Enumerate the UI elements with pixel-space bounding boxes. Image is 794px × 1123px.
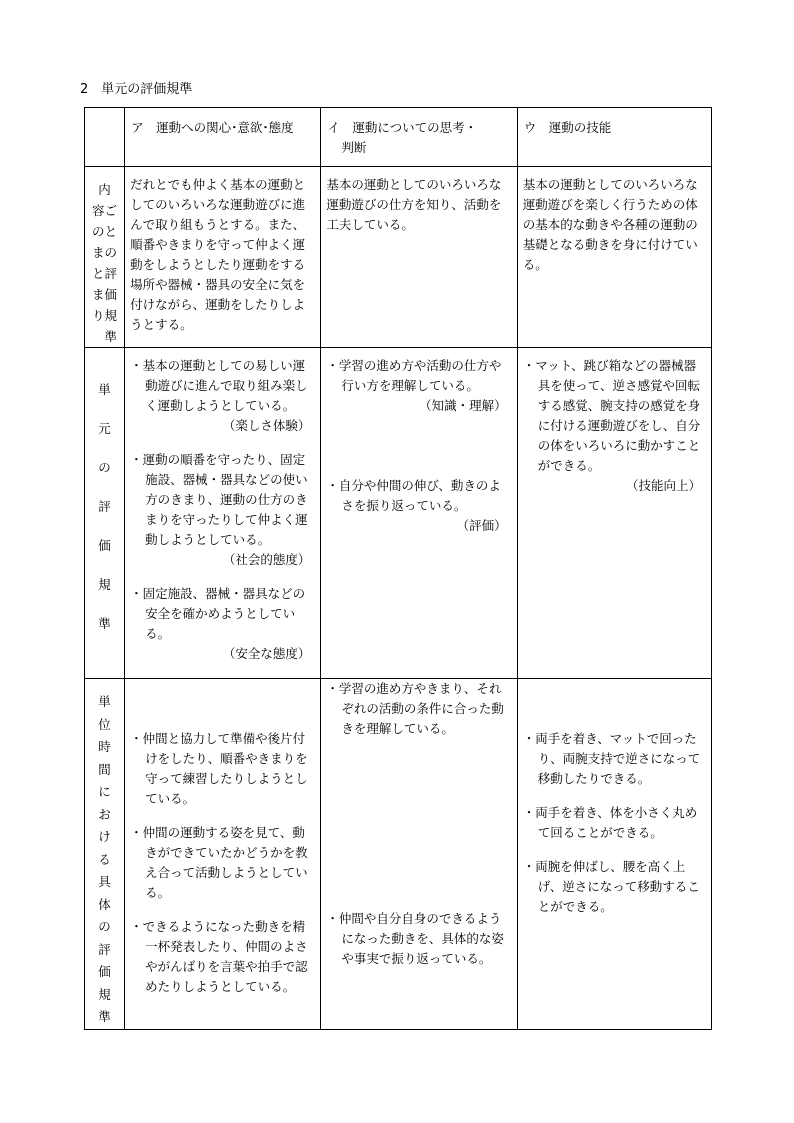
- criteria-tag: （楽しさ体験）: [222, 418, 311, 433]
- row2-label-char: 評: [98, 499, 111, 514]
- criteria-item: ・両手を着き、体を小さく丸めて回ることができる。: [522, 805, 698, 840]
- row1-label-char: まの: [92, 245, 118, 260]
- row-lesson-criteria: [85, 679, 712, 1030]
- criteria-item: [523, 356, 705, 496]
- column-header-a: ア 運動への関心･意欲･態度: [125, 108, 321, 167]
- header-row: [85, 108, 712, 167]
- row3-label-char: に: [98, 784, 111, 799]
- criteria-item: ・仲間と協力して準備や後片付けをしたり、順番やきまりを守って練習したりしようとしている。: [130, 731, 308, 806]
- row2-cell-b: [321, 348, 517, 679]
- criteria-item: [326, 356, 510, 416]
- column-header-b-line2: 判断: [341, 140, 367, 155]
- row3-label-char: お: [98, 806, 111, 822]
- row1-label-char: と評: [92, 266, 118, 281]
- criteria-item: [130, 356, 314, 436]
- row2-label-char: 単: [98, 382, 111, 397]
- row3-label-char: る: [98, 851, 111, 867]
- evaluation-criteria-table: [84, 107, 712, 1030]
- row1-label-char: 容ご: [92, 203, 118, 218]
- criteria-item: ・仲間や自分自身のできるようになった動きを、具体的な姿や事実で振り返っている。: [326, 911, 504, 966]
- criteria-item: ・できるようになった動きを精一杯発表したり、仲間のよさやがんばりを言葉や拍手で認めたりしようとしている。: [130, 919, 308, 994]
- row3-label-char: 時: [98, 739, 111, 754]
- criteria-item: [130, 584, 314, 664]
- criteria-tag: （安全な態度）: [222, 646, 311, 661]
- row1-label-char: 内: [98, 182, 111, 197]
- row3-label-char: 位: [98, 716, 111, 732]
- section-heading: 2 単元の評価規準: [80, 82, 193, 97]
- row3-label-char: 規: [98, 986, 111, 1002]
- row3-label-char: 価: [98, 964, 111, 979]
- row3-label-char: の: [98, 919, 111, 934]
- row2-label-char: 準: [98, 616, 111, 631]
- row3-label-char: 単: [98, 694, 111, 709]
- criteria-text: ・自分や仲間の伸び、動きのよさを振り返っている。: [326, 478, 501, 513]
- row1-label-char: ま価: [92, 287, 118, 302]
- row1-label-char: り規: [92, 308, 118, 323]
- criteria-item: ・学習の進め方やきまり、それぞれの活動の条件に合った動きを理解している。: [326, 681, 504, 736]
- row2-label-char: 価: [98, 538, 111, 553]
- criteria-tag: （知識・理解）: [419, 398, 507, 413]
- criteria-tag: （技能向上）: [625, 478, 701, 493]
- row2-label: [85, 348, 125, 679]
- row3-label-char: 間: [98, 761, 111, 777]
- row3-cell-c: [517, 679, 711, 1030]
- row3-label-char: け: [98, 829, 111, 844]
- criteria-tag: （評価）: [456, 518, 507, 533]
- row3-label-char: 具: [98, 874, 111, 889]
- row-unit-criteria: [85, 348, 712, 679]
- row1-label-char: 準: [92, 329, 118, 344]
- row1-label: [85, 167, 125, 348]
- row3-cell-b: [321, 679, 517, 1030]
- criteria-text: ・基本の運動としての易しい運動遊びに進んで取り組み楽しく運動しようとしている。: [130, 358, 308, 413]
- row3-label-char: 評: [98, 941, 111, 957]
- row2-label-char: 規: [98, 577, 111, 592]
- column-header-c: ウ 運動の技能: [517, 108, 711, 167]
- corner-cell: [85, 108, 125, 167]
- row-content-summary: [85, 167, 712, 348]
- criteria-text: ・マット、跳び箱などの器械器具を使って、逆さ感覚や回転する感覚、腕支持の感覚を身に付ける運動遊びをし、自分の体をいろいろに動かすことができる。: [522, 358, 701, 473]
- criteria-item: [326, 476, 510, 536]
- row1-cell-b: 基本の運動としてのいろいろな運動遊びの仕方を知り、活動を工夫している。: [321, 167, 517, 348]
- criteria-text: ・運動の順番を守ったり、固定施設、器械・器具などの使い方のきまり、運動の仕方のきまりを守ったりして仲よく運動しようとしている。: [130, 452, 308, 547]
- criteria-item: [130, 450, 314, 570]
- column-header-b-line1: イ 運動についての思考・: [327, 120, 478, 135]
- row3-label: [85, 679, 125, 1030]
- row2-label-char: の: [98, 460, 111, 475]
- criteria-tag: （社会的態度）: [222, 552, 311, 567]
- column-header-b: [321, 108, 517, 167]
- row2-label-char: 元: [98, 421, 111, 436]
- row1-label-char: のと: [92, 224, 118, 239]
- criteria-item: ・両腕を伸ばし、腰を高く上げ、逆さになって移動することができる。: [522, 859, 700, 914]
- row2-cell-a: [125, 348, 321, 679]
- row1-cell-c: 基本の運動としてのいろいろな運動遊びを楽しく行うための体の基本的な動きや各種の運動の基礎となる動きを身に付けている。: [517, 167, 711, 348]
- row3-cell-a: [125, 679, 321, 1030]
- criteria-text: ・学習の進め方や活動の仕方や行い方を理解している。: [326, 358, 502, 393]
- criteria-text: ・固定施設、器械・器具などの安全を確かめようとしている。: [130, 586, 306, 641]
- row1-cell-a: だれとでも仲よく基本の運動としてのいろいろな運動遊びに進んで取り組もうとする。また、順番やきまりを守って仲よく運動をしようとしたり運動をする場所や器械・器具の安全に気を付けながら、運動をしたりしようとする。: [125, 167, 321, 348]
- row2-cell-c: [517, 348, 711, 679]
- row3-label-char: 体: [98, 896, 111, 912]
- row3-label-char: 準: [98, 1009, 111, 1024]
- criteria-item: ・両手を着き、マットで回ったり、両腕支持で逆さになって移動したりできる。: [522, 731, 701, 786]
- criteria-item: ・仲間の運動する姿を見て、動きができていたかどうかを教え合って活動しようとしている。: [130, 825, 308, 900]
